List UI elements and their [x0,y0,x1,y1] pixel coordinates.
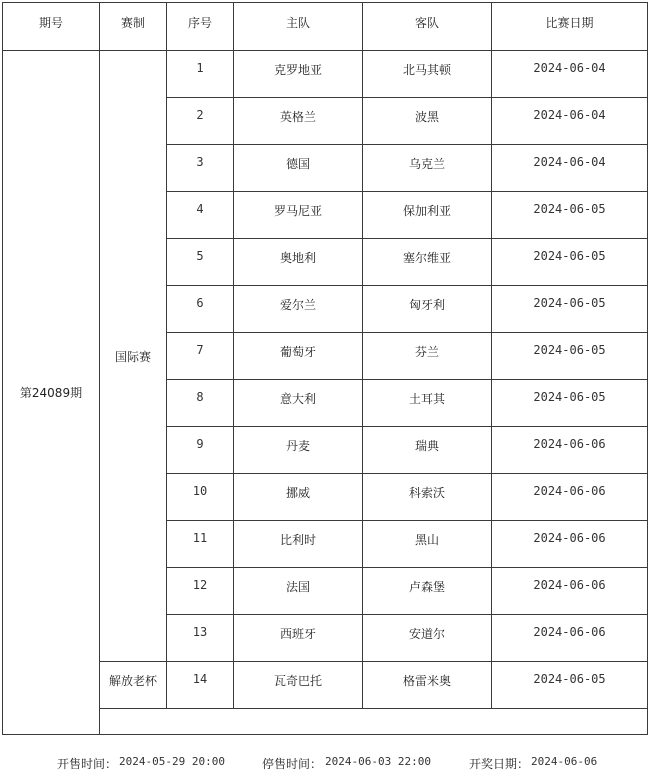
away-team-cell: 芬兰 [363,333,492,380]
match-date-cell: 2024-06-05 [492,380,648,427]
match-date-cell: 2024-06-06 [492,615,648,662]
seq-cell: 3 [167,145,234,192]
home-team-cell: 瓦奇巴托 [234,662,363,709]
format-cell: 解放老杯 [100,662,167,709]
schedule-table [2,2,648,735]
header-away: 客队 [363,3,492,51]
away-team-cell: 安道尔 [363,615,492,662]
seq-cell: 6 [167,286,234,333]
home-team-cell: 奥地利 [234,239,363,286]
sale-start-label: 开售时间： [57,757,118,771]
seq-cell: 7 [167,333,234,380]
table-row [3,51,648,98]
match-date-cell: 2024-06-05 [492,239,648,286]
match-date-cell: 2024-06-05 [492,192,648,239]
match-date-cell: 2024-06-05 [492,333,648,380]
away-team-cell: 土耳其 [363,380,492,427]
match-date-cell: 2024-06-04 [492,51,648,98]
match-date-cell: 2024-06-04 [492,98,648,145]
match-date-cell: 2024-06-06 [492,427,648,474]
away-team-cell: 瑞典 [363,427,492,474]
away-team-cell: 塞尔维亚 [363,239,492,286]
sale-info-footer [0,752,650,774]
header-row [3,3,648,51]
empty-cell [100,709,648,735]
seq-cell: 14 [167,662,234,709]
match-date-cell: 2024-06-05 [492,662,648,709]
away-team-cell: 匈牙利 [363,286,492,333]
sale-stop-label: 停售时间： [262,757,323,771]
home-team-cell: 葡萄牙 [234,333,363,380]
seq-cell: 13 [167,615,234,662]
away-team-cell: 北马其顿 [363,51,492,98]
spacer-row [3,709,648,735]
home-team-cell: 德国 [234,145,363,192]
header-seq: 序号 [167,3,234,51]
home-team-cell: 意大利 [234,380,363,427]
seq-cell: 2 [167,98,234,145]
away-team-cell: 黑山 [363,521,492,568]
home-team-cell: 挪威 [234,474,363,521]
away-team-cell: 保加利亚 [363,192,492,239]
home-team-cell: 罗马尼亚 [234,192,363,239]
period-cell: 第24089期 [3,51,100,735]
away-team-cell: 乌克兰 [363,145,492,192]
seq-cell: 5 [167,239,234,286]
seq-cell: 4 [167,192,234,239]
home-team-cell: 英格兰 [234,98,363,145]
away-team-cell: 科索沃 [363,474,492,521]
home-team-cell: 克罗地亚 [234,51,363,98]
seq-cell: 8 [167,380,234,427]
match-date-cell: 2024-06-04 [492,145,648,192]
match-date-cell: 2024-06-05 [492,286,648,333]
match-date-cell: 2024-06-06 [492,474,648,521]
away-team-cell: 格雷米奥 [363,662,492,709]
match-date-cell: 2024-06-06 [492,568,648,615]
header-period: 期号 [3,3,100,51]
table-row [3,662,648,709]
seq-cell: 10 [167,474,234,521]
seq-cell: 1 [167,51,234,98]
draw-date-value: 2024-06-06 [531,755,598,768]
schedule-body [3,51,648,735]
format-cell: 国际赛 [100,51,167,662]
away-team-cell: 波黑 [363,98,492,145]
home-team-cell: 法国 [234,568,363,615]
seq-cell: 9 [167,427,234,474]
header-date: 比赛日期 [492,3,648,51]
home-team-cell: 西班牙 [234,615,363,662]
home-team-cell: 爱尔兰 [234,286,363,333]
seq-cell: 11 [167,521,234,568]
match-date-cell: 2024-06-06 [492,521,648,568]
draw-date-label: 开奖日期： [469,757,530,771]
seq-cell: 12 [167,568,234,615]
away-team-cell: 卢森堡 [363,568,492,615]
home-team-cell: 比利时 [234,521,363,568]
home-team-cell: 丹麦 [234,427,363,474]
header-format: 赛制 [100,3,167,51]
sale-start-value: 2024-05-29 20:00 [119,755,225,768]
header-home: 主队 [234,3,363,51]
sale-stop-value: 2024-06-03 22:00 [325,755,431,768]
